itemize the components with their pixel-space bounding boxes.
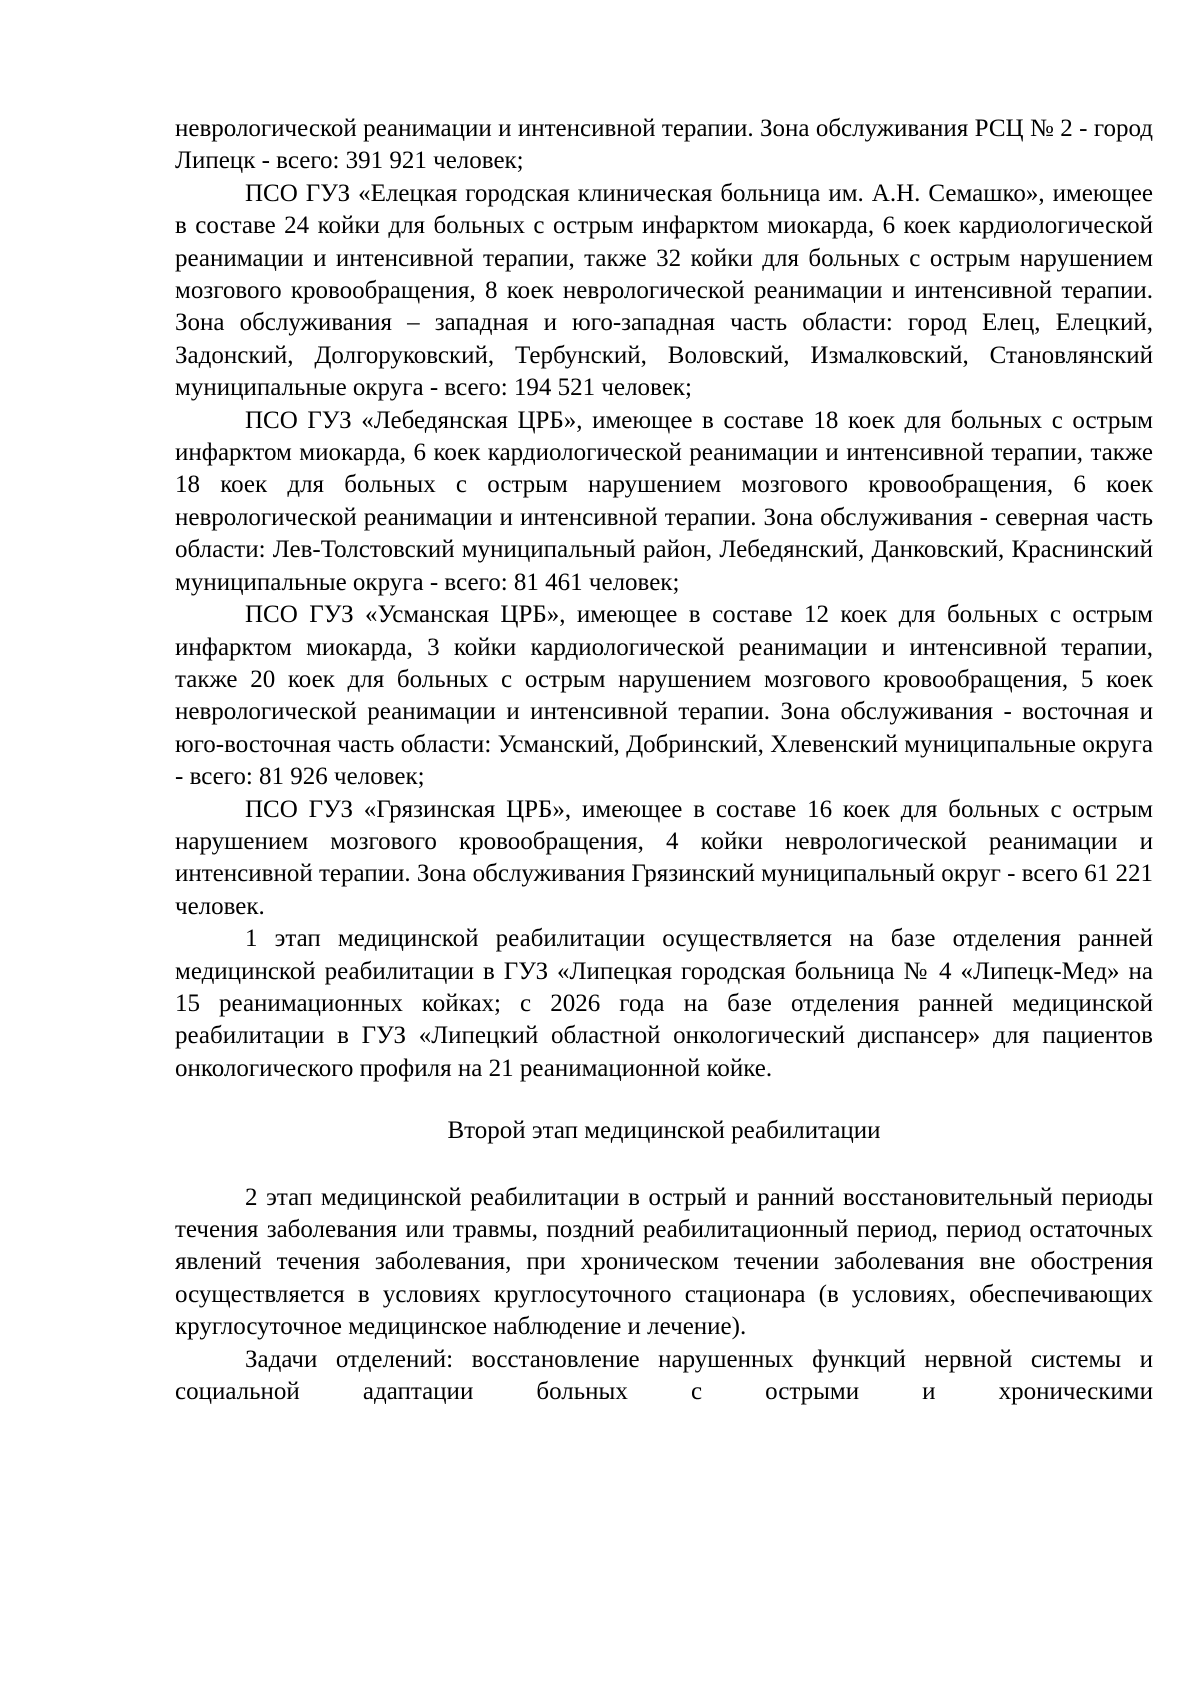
paragraph-rehab-stage-2: 2 этап медицинской реабилитации в острый и ранний восстановительный периоды течения заболевания или травмы, поздний реабилитационный период, период остаточных явлений течения заболевания, при хроническом течении заболевания вне обострения осуществляется в условиях круглосуточного стационара (в условиях, обеспечивающих круглосуточное медицинское наблюдение и лечение). bbox=[175, 1183, 1153, 1341]
paragraph-department-tasks: Задачи отделений: восстановление нарушенных функций нервной системы и социальной адаптации больных с острыми и хроническими bbox=[175, 1345, 1153, 1406]
paragraph-rsc-zone: неврологической реанимации и интенсивной терапии. Зона обслуживания РСЦ № 2 - город Липецк - всего: 391 921 человек; bbox=[175, 115, 1153, 175]
paragraph-rehab-stage-1: 1 этап медицинской реабилитации осуществляется на базе отделения ранней медицинской реабилитации в ГУЗ «Липецкая городская больница № 4 «Липецк-Мед» на 15 реанимационных койках; с 2026 года на базе отделения ранней медицинской реабилитации в ГУЗ «Липецкий областной онкологический диспансер» для пациентов онкологического профиля на 21 реанимационной койке. bbox=[175, 925, 1153, 1082]
paragraph-pso-lebedyan: ПСО ГУЗ «Лебедянская ЦРБ», имеющее в составе 18 коек для больных с острым инфарктом миокарда, 6 коек кардиологической реанимации и интенсивной терапии, также 18 коек для больных с острым нарушением мозгового кровообращения, 6 коек неврологической реанимации и интенсивной терапии. Зона обслуживания - северная часть области: Лев-Толстовский муниципальный район, Лебедянский, Данковский, Краснинский муниципальные округа - всего: 81 461 человек; bbox=[175, 406, 1153, 596]
paragraph-pso-elets: ПСО ГУЗ «Елецкая городская клиническая больница им. А.Н. Семашко», имеющее в составе 24 койки для больных с острым инфарктом миокарда, 6 коек кардиологической реанимации и интенсивной терапии, также 32 койки для больных с острым нарушением мозгового кровообращения, 8 коек неврологической реанимации и интенсивной терапии. Зона обслуживания – западная и юго-западная часть области: город Елец, Елецкий, Задонский, Долгоруковский, Тербунский, Воловский, Измалковский, Становлянский муниципальные округа - всего: 194 521 человек; bbox=[175, 179, 1153, 402]
paragraph-pso-usman: ПСО ГУЗ «Усманская ЦРБ», имеющее в составе 12 коек для больных с острым инфарктом миокарда, 3 койки кардиологической реанимации и интенсивной терапии, также 20 коек для больных с острым нарушением мозгового кровообращения, 5 коек неврологической реанимации и интенсивной терапии. Зона обслуживания - восточная и юго-восточная часть области: Усманский, Добринский, Хлевенский муниципальные округа - всего: 81 926 человек; bbox=[175, 601, 1153, 791]
section-heading: Второй этап медицинской реабилитации bbox=[447, 1117, 881, 1145]
document-page bbox=[175, 113, 1153, 1408]
paragraph-pso-gryazi: ПСО ГУЗ «Грязинская ЦРБ», имеющее в составе 16 коек для больных с острым нарушением мозгового кровообращения, 4 койки неврологической реанимации и интенсивной терапии. Зона обслуживания Грязинский муниципальный округ - всего 61 221 человек. bbox=[175, 795, 1153, 920]
